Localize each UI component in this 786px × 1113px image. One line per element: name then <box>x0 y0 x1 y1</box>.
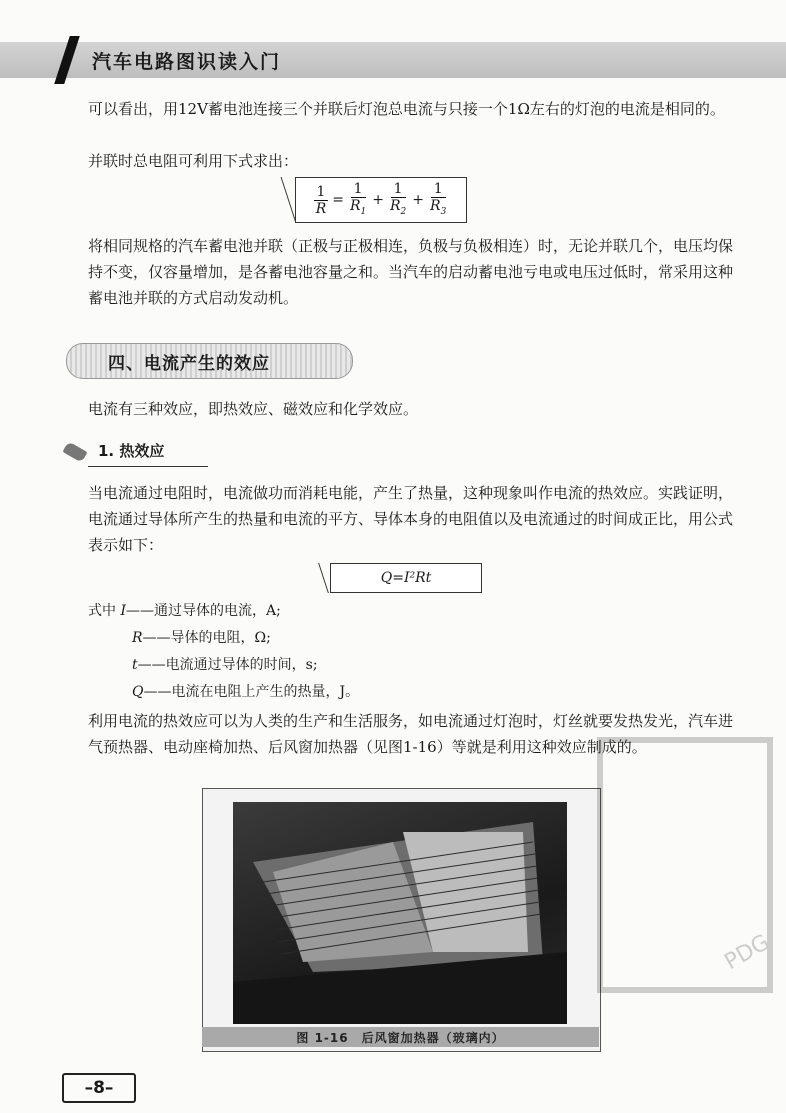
book-title: 汽车电路图识读入门 <box>92 51 282 73</box>
formula-lhs-num: 1 <box>314 184 329 201</box>
formula-t2-den: $R_2$ <box>390 197 407 217</box>
paragraph-4: 电流有三种效应，即热效应、磁效应和化学效应。 <box>88 400 419 418</box>
definitions-list <box>88 598 359 706</box>
paragraph-5: 当电流通过电阻时，电流做功而消耗电能，产生了热量，这种现象叫作电流的热效应。实践证明，电流通过导体所产生的热量和电流的平方、导体本身的电阻值以及电流通过的时间成正比，用公式表示如下： <box>88 484 734 554</box>
formula-lhs-den: R <box>315 200 327 217</box>
page-number: –8– <box>62 1073 136 1103</box>
definition-row: Q——电流在电阻上产生的热量，J。 <box>132 684 360 700</box>
formula-t3-den: $R_3$ <box>430 197 447 217</box>
heat-formula-text: Q=I²Rt <box>380 570 432 586</box>
formula-t2-num: 1 <box>391 181 406 198</box>
parallel-resistance-formula: $\frac{1}{R}$ = $\frac{1}{R_1}$ + $\frac{1}{R_2}$ + $\frac{1}{R_3}$ <box>295 177 467 223</box>
rear-window-heater-photo <box>233 802 567 1024</box>
paragraph-6: 利用电流的热效应可以为人类的生产和生活服务，如电流通过灯泡时，灯丝就要发热发光，汽车进气预热器、电动座椅加热、后风窗加热器（见图1-16）等就是利用这种效应制成的。 <box>88 712 734 756</box>
heat-formula <box>330 563 482 593</box>
formula-t1-den: $R_1$ <box>349 197 367 217</box>
paragraph-1: 可以看出，用12V蓄电池连接三个并联后灯泡总电流与只接一个1Ω左右的灯泡的电流是相同的。 <box>88 100 725 118</box>
pen-icon <box>62 441 87 462</box>
definition-row: R——导体的电阻，Ω; <box>132 630 271 646</box>
figure-caption: 图 1-16 后风窗加热器（玻璃内） <box>202 1027 599 1047</box>
watermark-text: PDG <box>720 929 774 976</box>
paragraph-3: 将相同规格的汽车蓄电池并联（正极与正极相连，负极与负极相连）时，无论并联几个，电压均保持不变，仅容量增加，是各蓄电池容量之和。当汽车的启动蓄电池亏电或电压过低时，常采用这种蓄电池并联的方式启动发动机。 <box>88 237 734 307</box>
formula-t3-num: 1 <box>431 181 446 198</box>
subsection-underline <box>88 466 208 467</box>
definition-row: 式中 I——通过导体的电流，A; <box>88 603 281 619</box>
subsection-title: 1. 热效应 <box>98 442 165 460</box>
formula-t1-num: 1 <box>351 181 366 198</box>
rear-window-illustration <box>233 802 567 1024</box>
paragraph-2: 并联时总电阻可利用下式求出： <box>88 152 299 170</box>
library-stamp-watermark <box>590 730 780 1000</box>
definition-row: t——电流通过导体的时间，s; <box>132 657 318 673</box>
section-title: 四、电流产生的效应 <box>108 354 270 374</box>
